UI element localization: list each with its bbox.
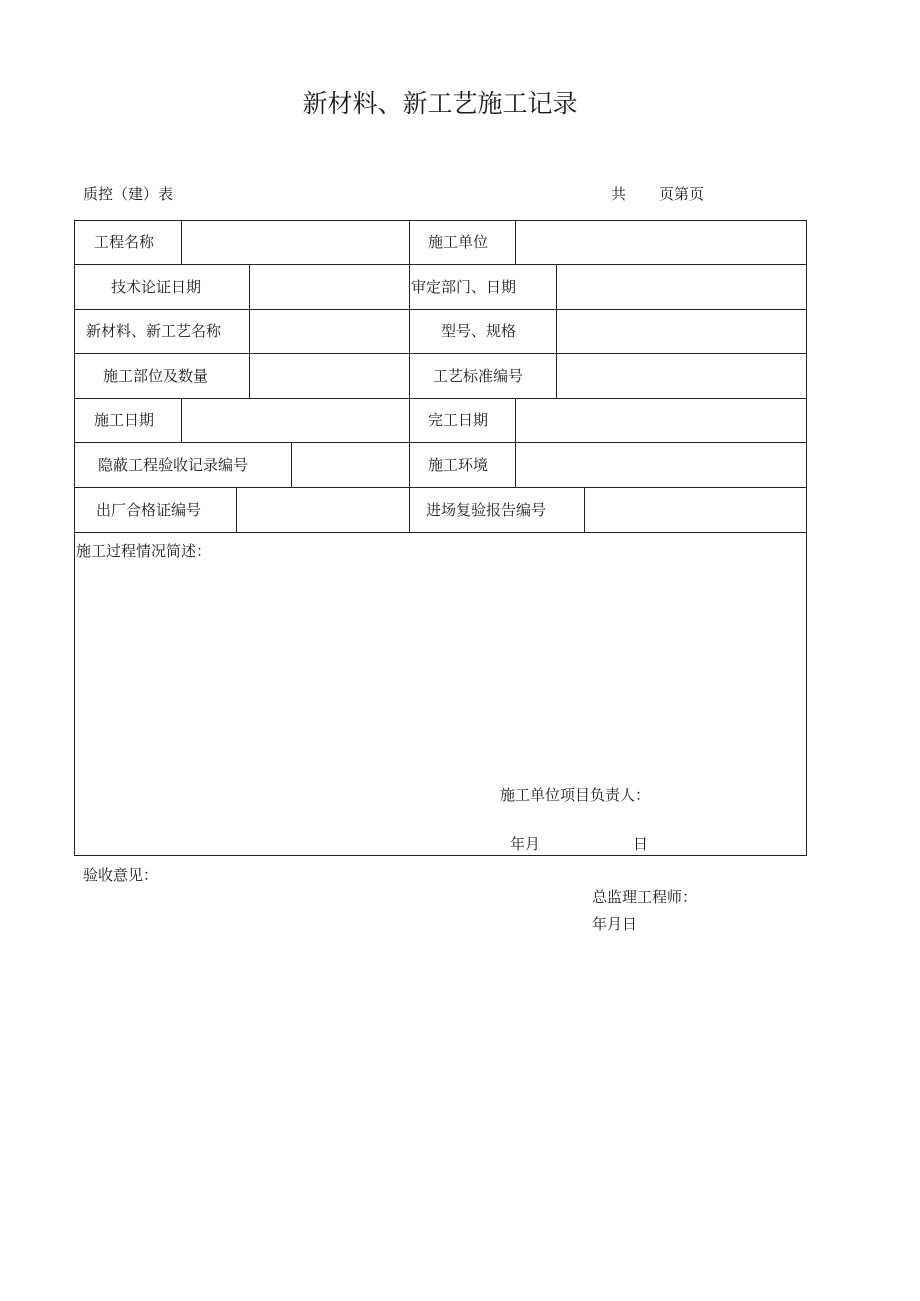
process-description-field[interactable] bbox=[76, 563, 804, 773]
table-divider bbox=[74, 532, 807, 533]
table-border-bottom bbox=[74, 855, 807, 856]
concealed-work-record-no-field[interactable] bbox=[292, 443, 408, 487]
concealed-work-record-no-label: 隐蔽工程验收记录编号 bbox=[98, 456, 249, 474]
tech-review-date-label: 技术论证日期 bbox=[111, 278, 202, 296]
tech-review-date-field[interactable] bbox=[250, 265, 408, 309]
page-total-label: 共 bbox=[611, 185, 627, 203]
table-border-left bbox=[74, 220, 75, 856]
supervisor-date: 年月日 bbox=[592, 915, 638, 933]
contractor-date-ym: 年月 bbox=[510, 835, 541, 853]
page-current-label: 页第页 bbox=[659, 185, 705, 203]
construction-environment-label: 施工环境 bbox=[428, 456, 489, 474]
start-date-field[interactable] bbox=[182, 399, 408, 442]
contractor-field[interactable] bbox=[516, 221, 805, 264]
factory-certificate-no-label: 出厂合格证编号 bbox=[96, 501, 202, 519]
factory-certificate-no-field[interactable] bbox=[237, 488, 408, 532]
approval-dept-date-label: 审定部门、日期 bbox=[411, 278, 517, 296]
construction-environment-field[interactable] bbox=[516, 443, 805, 487]
page-title: 新材料、新工艺施工记录 bbox=[302, 89, 578, 118]
approval-dept-date-field[interactable] bbox=[557, 265, 805, 309]
contractor-date-day: 日 bbox=[633, 835, 649, 853]
start-date-label: 施工日期 bbox=[94, 411, 155, 429]
project-name-label: 工程名称 bbox=[94, 233, 155, 251]
table-border-right bbox=[806, 220, 807, 856]
table-column-divider bbox=[409, 220, 410, 532]
location-quantity-field[interactable] bbox=[250, 354, 408, 398]
form-code: 质控（建）表 bbox=[83, 185, 174, 203]
completion-date-field[interactable] bbox=[516, 399, 805, 442]
acceptance-opinion-label: 验收意见： bbox=[83, 866, 159, 884]
location-quantity-label: 施工部位及数量 bbox=[103, 367, 209, 385]
contractor-manager-sign-label: 施工单位项目负责人： bbox=[500, 786, 651, 804]
process-standard-no-field[interactable] bbox=[557, 354, 805, 398]
site-retest-report-no-label: 进场复验报告编号 bbox=[426, 501, 547, 519]
site-retest-report-no-field[interactable] bbox=[585, 488, 805, 532]
completion-date-label: 完工日期 bbox=[428, 411, 489, 429]
process-description-label: 施工过程情况简述： bbox=[76, 542, 212, 560]
material-process-name-field[interactable] bbox=[250, 310, 408, 353]
material-process-name-label: 新材料、新工艺名称 bbox=[86, 322, 222, 340]
project-name-field[interactable] bbox=[182, 221, 408, 264]
model-spec-label: 型号、规格 bbox=[441, 322, 517, 340]
contractor-label: 施工单位 bbox=[428, 233, 489, 251]
chief-supervisor-label: 总监理工程师： bbox=[592, 888, 698, 906]
process-standard-no-label: 工艺标准编号 bbox=[433, 367, 524, 385]
model-spec-field[interactable] bbox=[557, 310, 805, 353]
